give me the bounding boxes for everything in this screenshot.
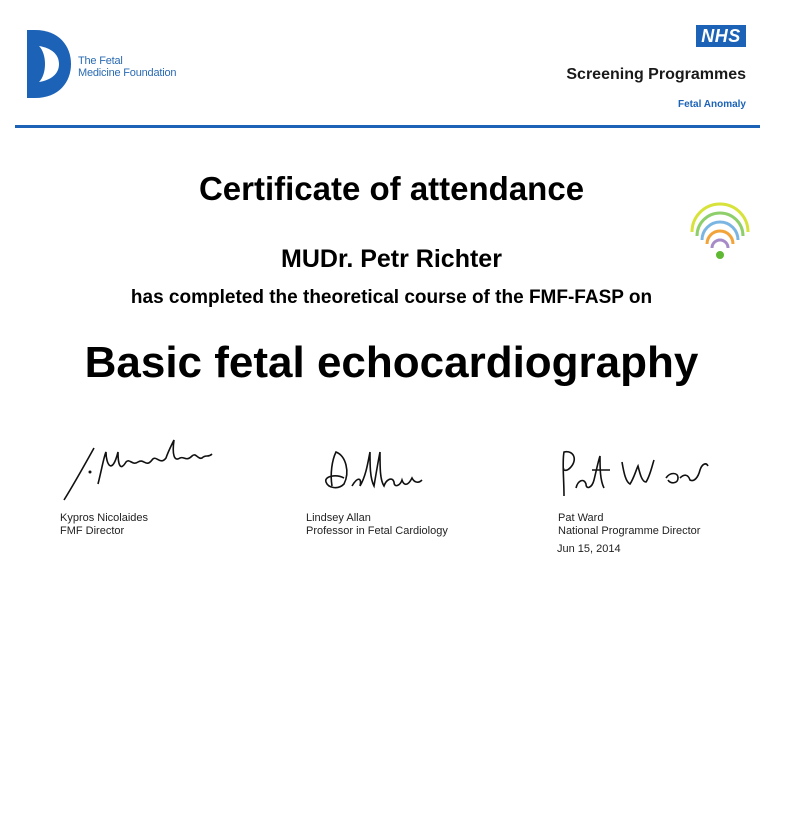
signatory-3: [558, 512, 700, 538]
nhs-programme-subtitle: Fetal Anomaly: [678, 99, 746, 110]
fmf-logo-line2: Medicine Foundation: [78, 67, 177, 79]
signatory-role: FMF Director: [60, 525, 125, 537]
nhs-programme-title: Screening Programmes: [566, 66, 746, 83]
completion-statement: has completed the theoretical course of the FMF-FASP on: [130, 287, 653, 308]
signatory-name: Kypros Nicolaides: [60, 512, 149, 524]
signatory-name: Pat Ward: [558, 512, 604, 524]
header-divider: [15, 125, 760, 128]
signature-allan: [322, 446, 434, 494]
certificate-date: Jun 15, 2014: [557, 543, 621, 555]
fmf-logo-text: [78, 55, 176, 79]
signatory-1: [60, 512, 148, 538]
signature-nicolaides: [60, 432, 215, 504]
signatory-name: Lindsey Allan: [306, 512, 371, 524]
recipient-name: MUDr. Petr Richter: [281, 245, 502, 273]
fmf-logo-line1: The Fetal: [78, 55, 123, 67]
signatory-role: National Programme Director: [558, 525, 701, 537]
signatory-2: [306, 512, 448, 538]
certificate-title: Certificate of attendance: [198, 170, 585, 207]
signature-ward: [556, 448, 712, 498]
nhs-logo: NHS: [696, 25, 746, 47]
signatory-role: Professor in Fetal Cardiology: [306, 525, 448, 537]
course-title: Basic fetal echocardiography: [84, 338, 699, 387]
fmf-logo-icon: [25, 28, 73, 100]
